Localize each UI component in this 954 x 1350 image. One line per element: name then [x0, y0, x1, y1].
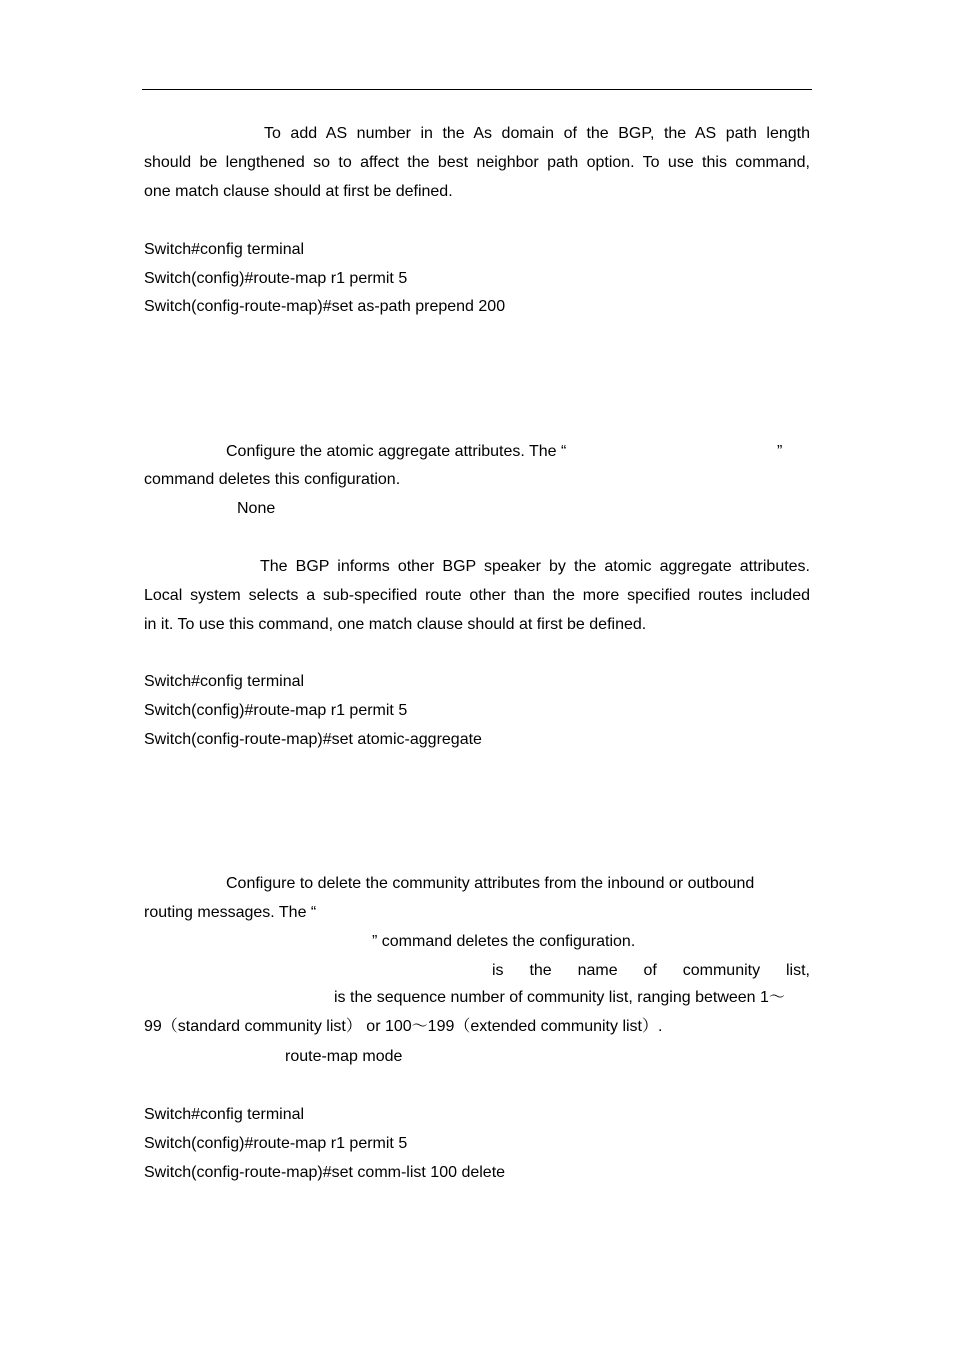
atomic-description-line-3: in it. To use this command, one match clause should at first be defined.	[144, 616, 647, 633]
atomic-description-line-1: The BGP informs other BGP speaker by the atomic aggregate attributes.	[260, 558, 810, 575]
as-path-description-line-1: To add AS number in the As domain of the BGP, the AS path length	[264, 125, 810, 142]
atomic-example-line-1: Switch#config terminal	[144, 673, 305, 690]
comm-list-mode: route-map mode	[285, 1048, 403, 1065]
comm-list-function-line-3: ” command deletes the configuration.	[372, 933, 636, 950]
atomic-parameter: None	[237, 500, 276, 517]
atomic-example-line-2: Switch(config)#route-map r1 permit 5	[144, 702, 408, 719]
comm-list-example-line-2: Switch(config)#route-map r1 permit 5	[144, 1135, 408, 1152]
atomic-function-quote-close: ”	[777, 443, 783, 460]
comm-list-example-line-1: Switch#config terminal	[144, 1106, 305, 1123]
atomic-description-line-2: Local system selects a sub-specified route other than the more specified routes included	[144, 587, 810, 604]
as-path-description-line-2: should be lengthened so to affect the best neighbor path option. To use this command,	[144, 154, 810, 171]
comm-list-parameter-line-2: is the sequence number of community list, ranging between 1～	[334, 989, 785, 1006]
comm-list-function-line-1: Configure to delete the community attributes from the inbound or outbound	[226, 875, 755, 892]
atomic-example-line-3: Switch(config-route-map)#set atomic-aggregate	[144, 731, 482, 748]
comm-list-parameter-line-1: is the name of community list,	[492, 962, 810, 979]
as-path-example-line-1: Switch#config terminal	[144, 241, 305, 258]
comm-list-parameter-line-3: 99（standard community list） or 100～199（extended community list）.	[144, 1018, 663, 1035]
comm-list-example-line-3: Switch(config-route-map)#set comm-list 100 delete	[144, 1164, 506, 1181]
as-path-example-line-2: Switch(config)#route-map r1 permit 5	[144, 270, 408, 287]
as-path-example-line-3: Switch(config-route-map)#set as-path prepend 200	[144, 298, 506, 315]
as-path-description-line-3: one match clause should at first be defined.	[144, 183, 453, 200]
atomic-function-line-2: command deletes this configuration.	[144, 471, 401, 488]
comm-list-function-line-2: routing messages. The “	[144, 904, 317, 921]
header-rule	[142, 89, 812, 90]
atomic-function-line-1: Configure the atomic aggregate attributes. The “	[226, 443, 567, 460]
